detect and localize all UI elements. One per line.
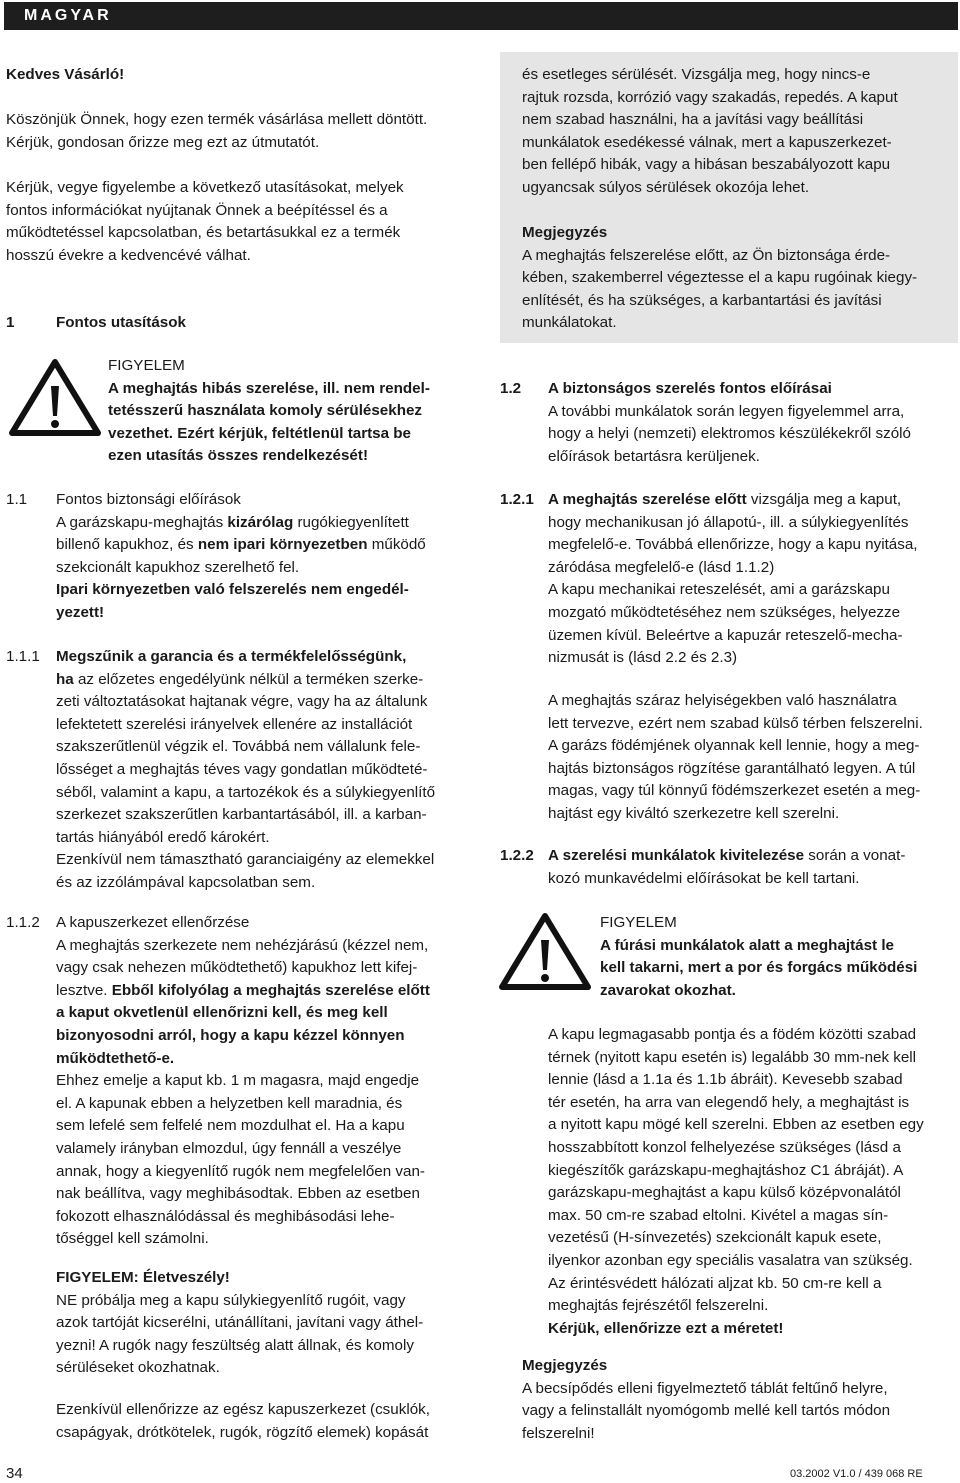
body-line: lesztve. Ebből kifolyólag a meghajtás szerelése előtt [56, 981, 430, 999]
body-line-bold: bizonyosodni arról, hogy a kapu kézzel könnyen [56, 1026, 405, 1044]
section-title: Fontos utasítások [56, 314, 186, 331]
warning-triangle-icon [498, 912, 592, 990]
body-line: tőséggel kell számolni. [56, 1230, 209, 1248]
danger-line: sérüléseket okozhatnak. [56, 1359, 220, 1377]
section-1-1-1 [6, 646, 436, 891]
body-line: el. A kapunak ebben a helyzetben kell maradnia, és [56, 1094, 403, 1112]
body-line-bold: működtethető-e. [56, 1049, 175, 1067]
body-line: garázskapu-meghajtást a kapu külső középvonalától [548, 1184, 901, 1202]
body-line: A garázskapu-meghajtás kizárólag rugókiegyenlített [56, 513, 409, 531]
body-line: tér esetén, ha arra van elegendő hely, a meghajtást is [548, 1093, 910, 1111]
body-line: nem szabad használni, ha a javítási vagy beállítási [522, 111, 864, 129]
language-header-bar [4, 2, 958, 30]
danger-title: FIGYELEM: Életveszély! [56, 1269, 230, 1286]
body-line: billenő kapukhoz, és nem ipari környezetben működő [56, 536, 426, 554]
body-line: ben fellépő hibák, vagy a hibásan beszabályozott kapu [522, 156, 891, 174]
intro-paragraph [6, 177, 404, 267]
dry-room-paragraph [548, 690, 923, 826]
warning-line: A fúrási munkálatok alatt a meghajtást le [600, 936, 894, 954]
body-line: lett tervezve, ezért nem szabad külső térben felszerelni. [548, 714, 923, 732]
body-line: csapágyak, drótkötelek, rugók, rögzítő elemek) kopását [56, 1423, 429, 1441]
document-code: 03.2002 V1.0 / 439 068 RE [790, 1468, 923, 1480]
greeting: Kedves Vásárló! [6, 66, 125, 83]
thanks-paragraph [6, 109, 427, 154]
body-line: A kapu mechanikai reteszelését, ami a garázskapu [548, 581, 890, 599]
section-1-heading [6, 312, 186, 335]
warning-2 [600, 912, 917, 1002]
section-1-2 [500, 378, 911, 465]
body-line: hajtás biztonságos rögzítése garantálható legyen. A túl [548, 759, 916, 777]
note-line: kében, szakemberrel végeztesse el a kapu rugóinak kiegy- [522, 269, 918, 287]
body-line: nizmusát is (lásd 2.2 és 2.3) [548, 649, 738, 667]
body-line: A meghajtás szerkezete nem nehézjárású (kézzel nem, [56, 936, 429, 954]
note-1 [522, 222, 917, 335]
body-line: fokozott elhasználódással és meghibásodási lehe- [56, 1207, 395, 1225]
section-1-2-1 [500, 489, 918, 667]
warning-line: tetésszerű használata komoly sérülésekhez [108, 402, 423, 420]
section-number: 1.2.2 [500, 847, 534, 864]
warning-line: kell takarni, mert a por és forgács működési [600, 959, 918, 977]
note-title: Megjegyzés [522, 224, 608, 241]
body-line-bold: Kérjük, ellenőrizze ezt a méretet! [548, 1319, 784, 1337]
body-line: séből, valamint a kapu, a tartozékok és a súlykiegyenlítő [56, 783, 436, 801]
warning-line: zavarokat okozhat. [600, 981, 736, 999]
body-line: ha az előzetes engedélyünk nélkül a terméken szerke- [56, 670, 424, 688]
thanks-line: Köszönjük Önnek, hogy ezen termék vásárlása mellett döntött. [6, 111, 428, 128]
body-line: megfelelő-e. Továbbá ellenőrizze, hogy a kapu nyitása, [548, 536, 918, 554]
body-line: mozgató működtetéséhez nem szükséges, helyezze [548, 603, 901, 621]
page-number: 34 [6, 1465, 23, 1482]
intro-line: hosszú évekre a kedvencévé válhat. [6, 246, 251, 264]
note-title: Megjegyzés [522, 1357, 608, 1374]
section-number: 1.1 [6, 491, 28, 508]
body-line: rajtuk rozsda, korrózió vagy szakadás, repedés. A kaput [522, 88, 898, 106]
body-line: üzemen kívül. Beleértve a kapuzár reteszelő-mecha- [548, 626, 903, 644]
intro-line: működtetéssel kapcsolatban, és betartásukkal ez a termék [6, 224, 401, 242]
body-line: vagy csak nehezen működtethető) kapukhoz lett kifej- [56, 959, 418, 977]
note-2 [522, 1355, 890, 1445]
thanks-line: Kérjük, gondosan őrizze meg ezt az útmutatót. [6, 133, 320, 151]
warning-1 [108, 355, 430, 468]
danger-line: yezni! A rugók nagy feszültség alatt állnak, és komoly [56, 1336, 414, 1354]
note-line: A becsípődés elleni figyelmeztető táblát feltűnő helyre, [522, 1379, 888, 1397]
section-1-1-2 [6, 912, 430, 1248]
body-line: szekcionált kapukhoz szerelhető fel. [56, 558, 300, 576]
warning-triangle-icon [8, 358, 102, 436]
section-title: A kapuszerkezet ellenőrzése [56, 914, 250, 931]
section-title: Megszűnik a garancia és a termékfelelősségünk, [56, 648, 407, 665]
body-line: Ehhez emelje a kaput kb. 1 m magasra, majd engedje [56, 1072, 420, 1090]
danger-line: NE próbálja meg a kapu súlykiegyenlítő rugóit, vagy [56, 1291, 406, 1309]
body-line: kiegészítők garázskapu-meghajtáshoz C1 ábráját). A [548, 1161, 904, 1179]
body-line: zeti változtatásokat hajtanak végre, vagy ha az általunk [56, 693, 428, 711]
body-line: kozó munkavédelmi előírásokat be kell tartani. [548, 869, 860, 887]
left-column [6, 64, 476, 87]
body-line: hogy a helyi (nemzeti) elektromos készülékekről szóló [548, 425, 911, 443]
body-line-bold: Ipari környezetben való felszerelés nem engedél- [56, 581, 409, 599]
body-line: lefektetett szerelési irányelvek ellenére az installációt [56, 715, 413, 733]
danger-line: azok tartóját kicserélni, utánállítani, javítani vagy áthel- [56, 1314, 424, 1332]
body-line: Ezenkívül nem támasztható garanciaigény az elemekkel [56, 851, 435, 869]
body-line: A kapu legmagasabb pontja és a födém közötti szabad [548, 1026, 917, 1043]
section-1-1 [6, 489, 426, 621]
section-number: 1.2.1 [500, 491, 534, 508]
section-title: A biztonságos szerelés fontos előírásai [548, 380, 832, 397]
body-line: térnek (nyitott kapu esetén is) legalább 30 mm-nek kell [548, 1048, 917, 1066]
body-line: nak beállítva, vagy meghibásodtak. Ebben az esetben [56, 1185, 420, 1203]
danger-warning [56, 1267, 423, 1380]
warning-line: vezethet. Ezért kérjük, feltétlenül tartsa be [108, 424, 412, 442]
body-line: A további munkálatok során legyen figyelemmel arra, [548, 402, 905, 420]
body-line-bold: a kaput okvetlenül ellenőrizni kell, és meg kell [56, 1004, 388, 1022]
body-line: munkálatok esedékessé válnak, mert a kapuszerkezet- [522, 133, 892, 151]
body-line: A meghajtás száraz helyiségekben való használatra [548, 692, 897, 709]
warning-line: A meghajtás hibás szerelése, ill. nem rendel- [108, 379, 430, 397]
warning-title: FIGYELEM [108, 357, 185, 374]
section-number: 1.2 [500, 380, 522, 397]
body-line: A garázs födémjének olyannak kell lennie, hogy a meg- [548, 737, 920, 755]
section-title: A meghajtás szerelése előtt vizsgálja meg a kaput, [548, 491, 902, 508]
body-line: max. 50 cm-re szabad eltolni. Kivétel a magas sín- [548, 1206, 889, 1224]
body-line: sem lefelé sem felfelé nem mozdulhat el. Ha a kapu [56, 1117, 405, 1135]
body-line: záródása megfelelő-e (lásd 1.1.2) [548, 558, 775, 576]
body-line: és az izzólámpával kapcsolatban sem. [56, 873, 316, 891]
note-line: felszerelni! [522, 1424, 595, 1442]
note-line: vagy a felinstallált nyomógomb mellé kell tartós módon [522, 1402, 891, 1420]
section-title: Fontos biztonsági előírások [56, 491, 241, 508]
section-number: 1.1.2 [6, 914, 40, 931]
body-line: Az érintésvédett hálózati aljzat kb. 50 cm-re kell a [548, 1274, 882, 1292]
intro-line: fontos információkat nyújtanak Önnek a beépítéssel és a [6, 201, 388, 219]
note-line: enlítését, és ha szükséges, a karbantartási és javítási [522, 291, 882, 309]
body-line: Ezenkívül ellenőrizze az egész kapuszerkezet (csuklók, [56, 1401, 430, 1418]
body-line: a nyitott kapu mögé kell szerelni. Ebben az esetben egy [548, 1116, 924, 1134]
warning-title: FIGYELEM [600, 914, 677, 931]
body-line: hosszabbított konzol felhelyezése szükséges (lásd a [548, 1138, 901, 1156]
language-label: MAGYAR [24, 7, 112, 24]
body-line: hogy mechanikusan jó állapotú-, ill. a súlykiegyenlítés [548, 513, 909, 531]
intro-line: Kérjük, vegye figyelembe a következő utasításokat, melyek [6, 179, 404, 196]
section-number: 1.1.1 [6, 648, 40, 665]
body-line: lennie (lásd a 1.1a és 1.1b ábráit). Kevesebb szabad [548, 1071, 903, 1089]
body-line: valamely irányban elmozdul, úgy fennáll a veszélye [56, 1139, 402, 1157]
section-1-2-2 [500, 845, 906, 887]
body-line: és esetleges sérülését. Vizsgálja meg, hogy nincs-e [522, 66, 871, 83]
body-line: ugyancsak súlyos sérülések okozója lehet. [522, 178, 810, 196]
body-line: vezetésű (H-sínvezetés) szekcionált kapuk esete, [548, 1229, 882, 1247]
note-line: A meghajtás felszerelése előtt, az Ön biztonsága érde- [522, 246, 891, 264]
note-line: munkálatokat. [522, 314, 617, 332]
body-line: annak, hogy a kiegyenlítő rugók nem megfelelően van- [56, 1162, 425, 1180]
body-line: lősséget a meghajtás téves vagy gondatlan működteté- [56, 760, 428, 778]
section-title: A szerelési munkálatok kivitelezése során a vonat- [548, 847, 906, 864]
body-line: tartás hiányából eredő károkért. [56, 828, 270, 846]
right-continuation [522, 64, 898, 200]
warning-line: ezen utasítás összes rendelkezését! [108, 447, 368, 465]
body-line: szakszerűtlenül végzik el. Továbbá nem vállalunk fele- [56, 738, 421, 756]
body-line: hajtást egy kiváltó szerkezetre kell szerelni. [548, 804, 840, 822]
body-line: előírások betartásra kerüljenek. [548, 447, 760, 465]
inspection-paragraph [56, 1399, 430, 1444]
body-line: szerkezet szakszerűtlen karbantartásából, ill. a karban- [56, 806, 427, 824]
body-line: meghajtás fejrészétől felszerelni. [548, 1297, 769, 1315]
clearance-paragraph [548, 1024, 924, 1340]
body-line: magas, vagy túl könnyű födémszerkezet esetén a meg- [548, 782, 921, 800]
section-number: 1 [6, 314, 15, 331]
body-line: ilyenkor azonban egy speciális vasalatra van szükség. [548, 1251, 913, 1269]
body-line-bold: yezett! [56, 603, 105, 621]
